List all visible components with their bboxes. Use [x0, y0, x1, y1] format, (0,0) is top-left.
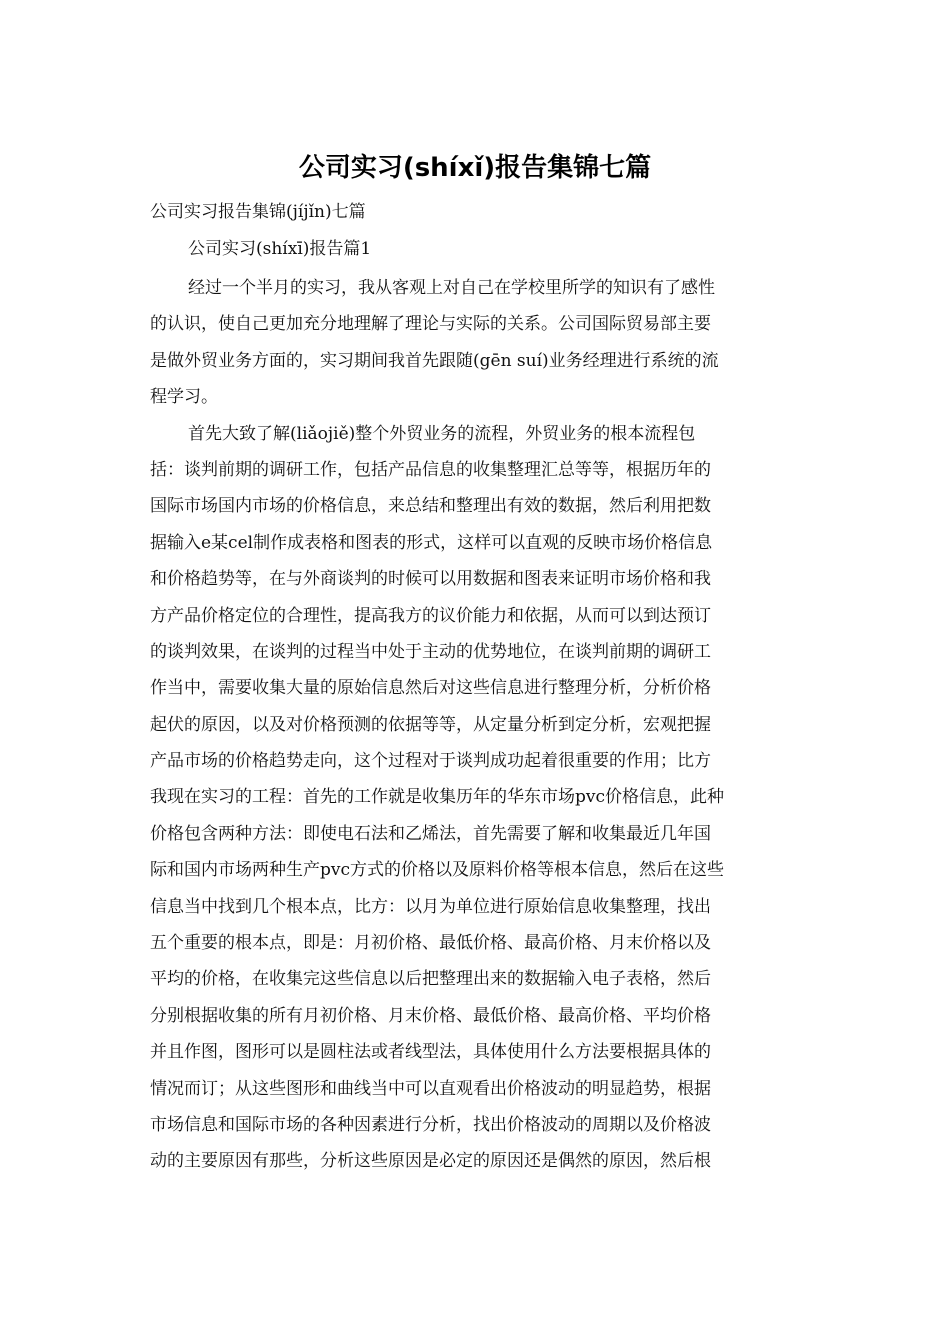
text-line: 我现在实习的工程：首先的工作就是收集历年的华东市场pvc价格信息，此种 — [150, 787, 725, 808]
text-line: 五个重要的根本点，即是：月初价格、最低价格、最高价格、月末价格以及 — [150, 933, 711, 954]
text-line: 和价格趋势等，在与外商谈判的时候可以用数据和图表来证明市场价格和我 — [150, 569, 711, 590]
text-line: 际和国内市场两种生产pvc方式的价格以及原料价格等根本信息，然后在这些 — [150, 860, 725, 881]
text-line: 市场信息和国际市场的各种因素进行分析，找出价格波动的周期以及价格波 — [150, 1114, 711, 1135]
text-line: 价格包含两种方法：即使电石法和乙烯法，首先需要了解和收集最近几年国 — [150, 823, 711, 844]
section-heading: 公司实习(shíxī)报告篇1 — [188, 239, 372, 259]
document-title: 公司实习(shíxǐ)报告集锦七篇 — [298, 153, 652, 183]
text-line: 动的主要原因有那些，分析这些原因是必定的原因还是偶然的原因，然后根 — [150, 1151, 711, 1172]
paragraph-2 — [150, 416, 810, 1180]
text-line: 并且作图，图形可以是圆柱法或者线型法，具体使用什么方法要根据具体的 — [150, 1042, 711, 1063]
text-line: 国际市场国内市场的价格信息，来总结和整理出有效的数据，然后利用把数 — [150, 496, 711, 517]
text-line: 情况而订；从这些图形和曲线当中可以直观看出价格波动的明显趋势，根据 — [150, 1078, 711, 1099]
text-line: 信息当中找到几个根本点，比方：以月为单位进行原始信息收集整理，找出 — [150, 896, 711, 917]
body-text — [150, 270, 810, 1180]
text-line: 是做外贸业务方面的，实习期间我首先跟随(gēn suí)业务经理进行系统的流 — [150, 350, 719, 371]
paragraph-1 — [150, 270, 810, 416]
document-subtitle: 公司实习报告集锦(jíjǐn)七篇 — [150, 202, 366, 222]
text-line: 程学习。 — [150, 387, 218, 408]
text-line: 方产品价格定位的合理性，提高我方的议价能力和依据，从而可以到达预订 — [150, 605, 711, 626]
text-line: 的谈判效果，在谈判的过程当中处于主动的优势地位，在谈判前期的调研工 — [150, 641, 711, 662]
text-line: 产品市场的价格趋势走向，这个过程对于谈判成功起着很重要的作用；比方 — [150, 751, 711, 772]
text-line: 分别根据收集的所有月初价格、月末价格、最低价格、最高价格、平均价格 — [150, 1005, 711, 1026]
text-line: 作当中，需要收集大量的原始信息然后对这些信息进行整理分析，分析价格 — [150, 678, 711, 699]
text-line: 经过一个半月的实习，我从客观上对自己在学校里所学的知识有了感性 — [188, 278, 715, 298]
text-line: 起伏的原因，以及对价格预测的依据等等，从定量分析到定分析，宏观把握 — [150, 714, 711, 735]
text-line: 的认识，使自己更加充分地理解了理论与实际的关系。公司国际贸易部主要 — [150, 314, 711, 335]
text-line: 首先大致了解(liǎojiě)整个外贸业务的流程，外贸业务的根本流程包 — [188, 423, 696, 444]
text-line: 括：谈判前期的调研工作，包括产品信息的收集整理汇总等等，根据历年的 — [150, 459, 711, 480]
text-line: 平均的价格，在收集完这些信息以后把整理出来的数据输入电子表格，然后 — [150, 969, 711, 990]
text-line: 据输入e某cel制作成表格和图表的形式，这样可以直观的反映市场价格信息 — [150, 532, 713, 553]
